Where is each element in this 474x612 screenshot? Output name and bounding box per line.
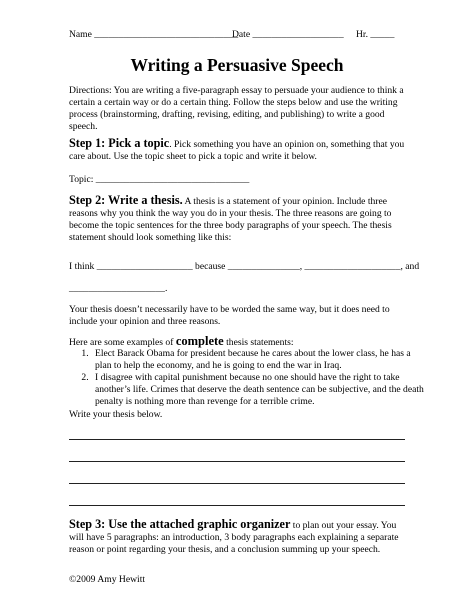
topic-field[interactable]: Topic: ________________________________ [69,174,250,185]
thesis-template-line1: I think ____________________ because _______________, ____________________, and [69,261,420,272]
examples-intro-emphasis: complete [175,334,224,348]
examples-intro-text-end: thesis statements: [223,337,294,348]
list-item: 2. I disagree with capital punishment because no one should have the right to take another’s life. Crimes that deserve the death sentence can be subjective, and the death penalty is nothing more than revenge for a terrible crime. [91,372,429,408]
step1-paragraph [69,136,407,163]
step3-text: to plan out your essay. You will have 5 paragraphs: an introduction, 3 body paragraphs each explaining a separate reason or point regarding your thesis, and a conclusion summing up your speech. [69,520,399,556]
page-title: Writing a Persuasive Speech [130,55,344,75]
step1-text: . Pick something you have an opinion on, something that you care about. Use the topic sheet to pick a topic and write it below. [69,139,405,163]
hour-field[interactable]: Hr. _____ [356,29,395,40]
step3-paragraph [69,517,407,556]
writing-line-3[interactable] [69,483,405,484]
step2-paragraph [69,193,407,244]
step2-text: A thesis is a statement of your opinion. Include three reasons why you think the way you do in your thesis. The three reasons are going to become the topic sentences for the three body paragraphs of your speech. The thesis statement should look something like this: [69,196,392,244]
thesis-template-line2: ____________________. [69,283,168,294]
step3-heading: Step 3: Use the attached graphic organizer [69,517,291,531]
examples-list [69,348,429,408]
directions-paragraph: Directions: You are writing a five-paragraph essay to persuade your audience to think a certain a certain way or do a certain thing. Follow the steps below and use the writing process (brainstorming, drafting, revising, editing, and publishing) to write a good speech. [69,85,404,132]
step2-heading: Step 2: Write a thesis. [69,193,183,207]
list-item: 1. Elect Barack Obama for president because he cares about the lower class, he has a plan to help the economy, and he is going to end the war in Iraq. [91,348,429,372]
date-field[interactable]: Date ___________________ [232,29,344,40]
write-thesis-prompt: Write your thesis below. [69,409,163,420]
step1-heading: Step 1: Pick a topic [69,136,170,150]
examples-intro-text: Here are some examples of [69,337,176,348]
thesis-note: Your thesis doesn’t necessarily have to be worded the same way, but it does need to include your opinion and three reasons. [69,304,390,327]
copyright-footer: ©2009 Amy Hewitt [69,574,146,585]
name-field[interactable]: Name ______________________________ [69,29,239,40]
writing-line-4[interactable] [69,505,405,506]
writing-line-2[interactable] [69,461,405,462]
writing-line-1[interactable] [69,439,405,440]
